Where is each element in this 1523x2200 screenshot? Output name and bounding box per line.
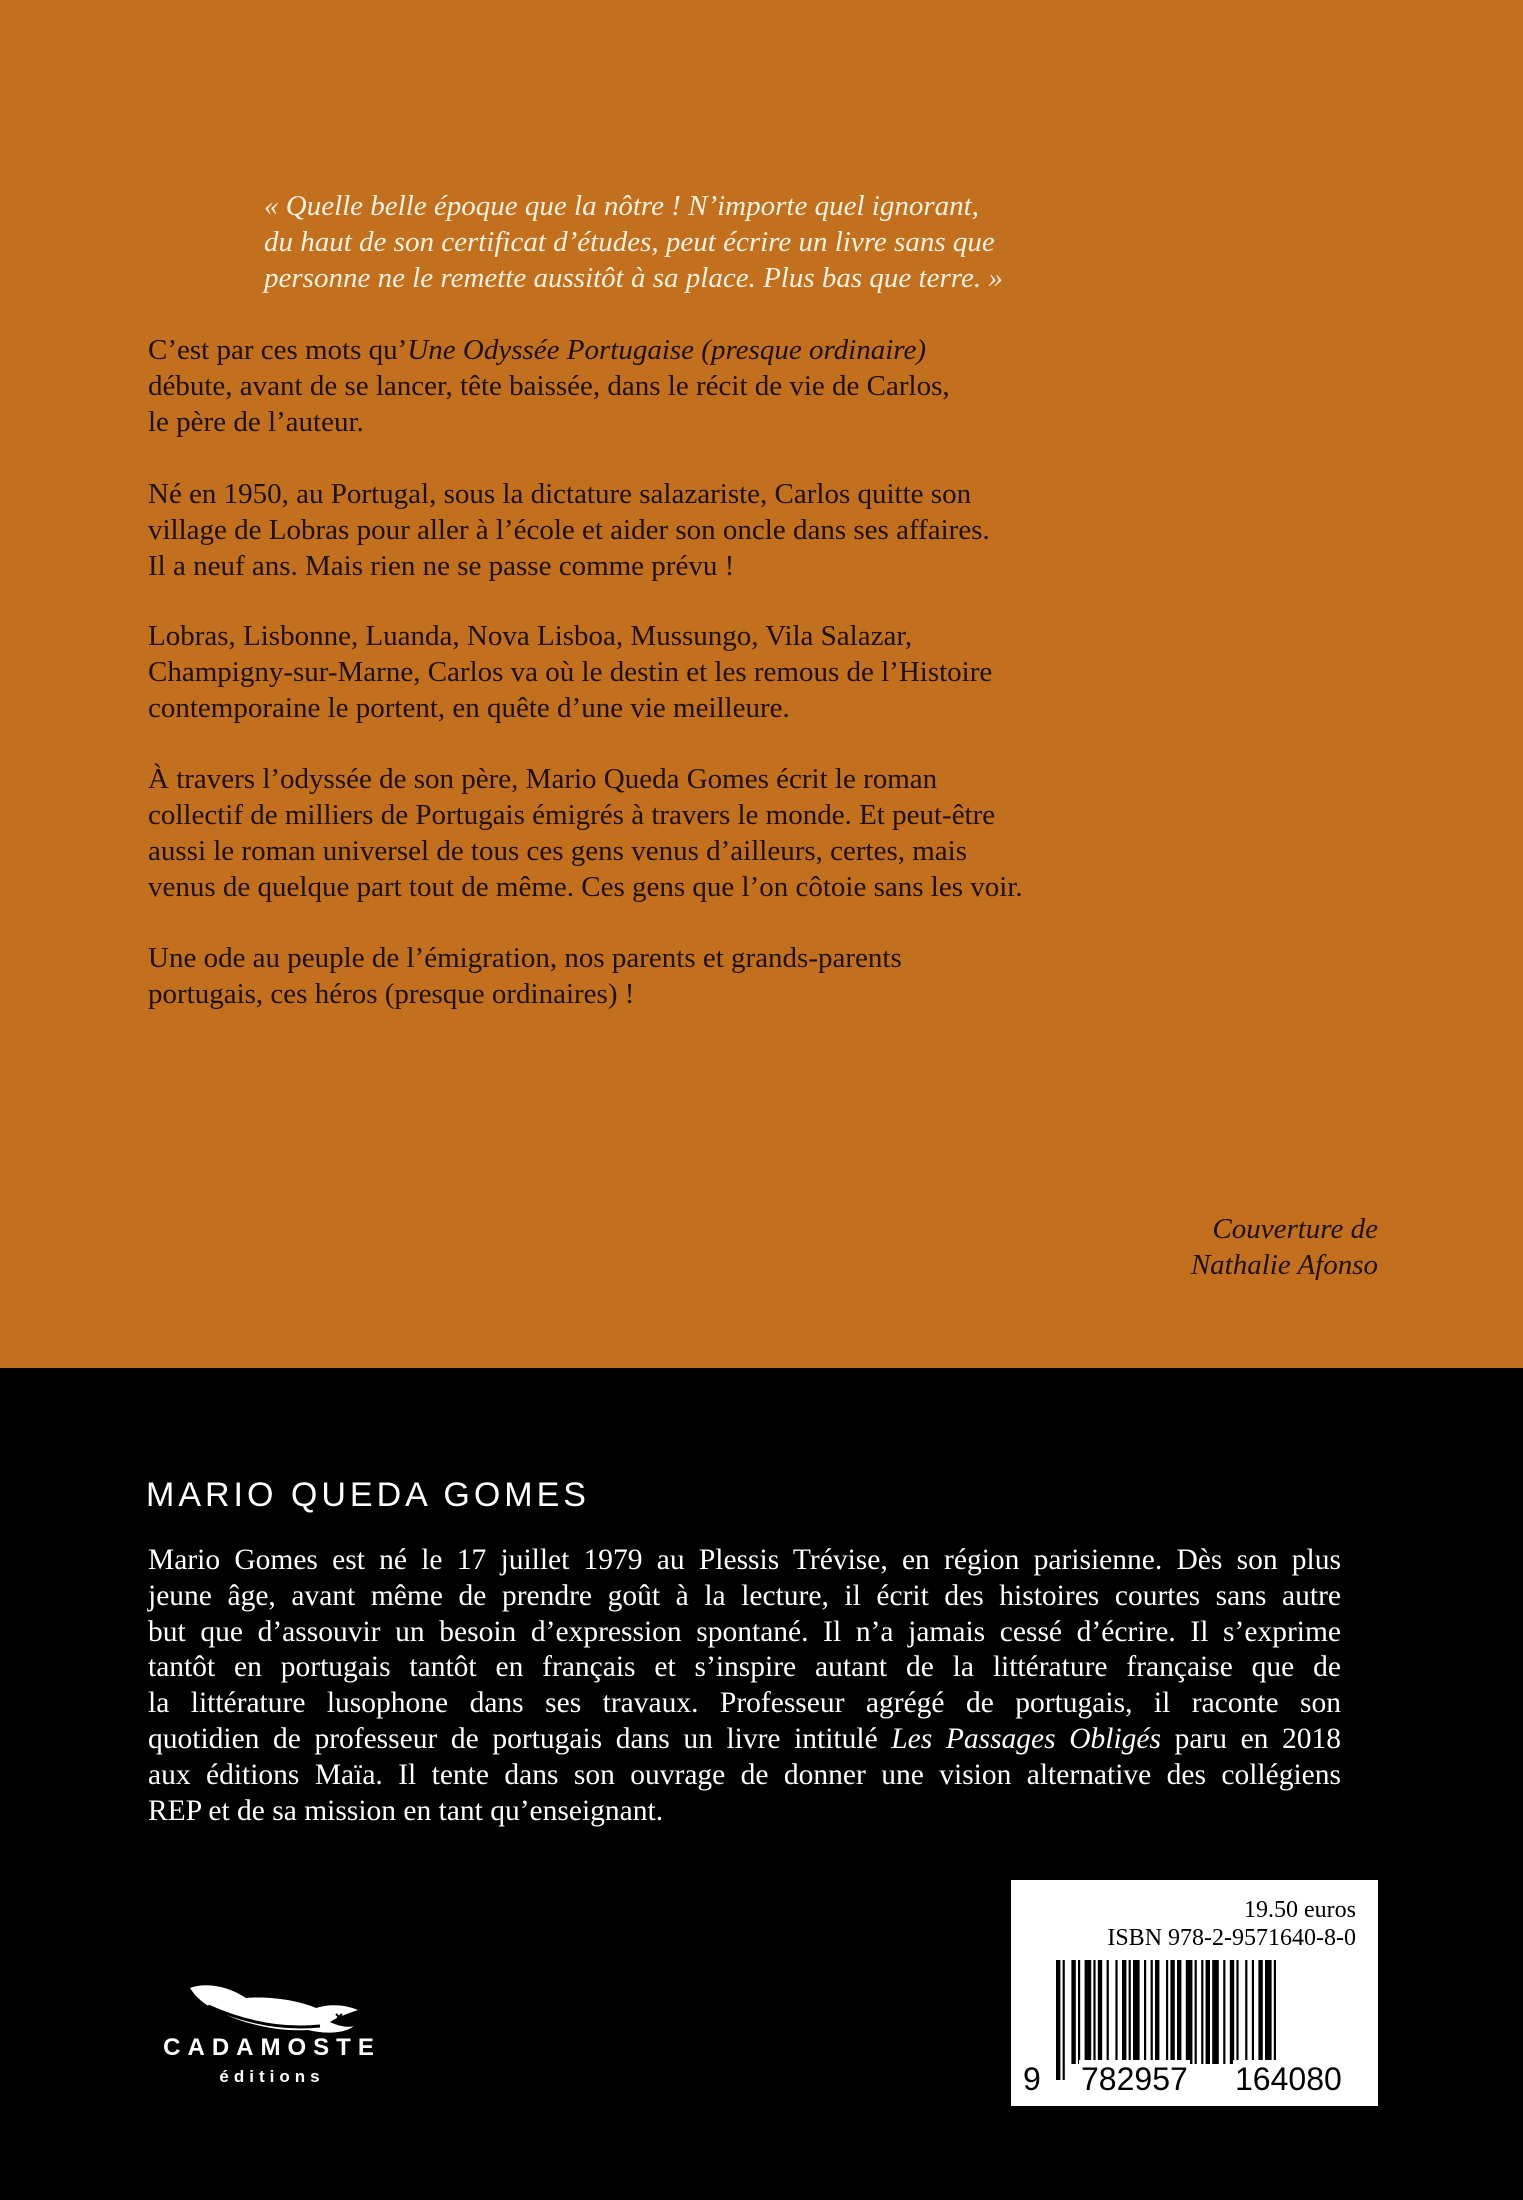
barcode-bar [1265,1960,1272,2064]
barcode-bar [1078,1960,1080,2064]
blurb-paragraph-ode [148,940,1148,1012]
barcode-bar [1115,1960,1117,2064]
barcode-bar [1252,1960,1254,2064]
book-title: Une Odyssée Portugaise (presque ordinaire) [407,334,927,366]
blurb-line: Lobras, Lisbonne, Luanda, Nova Lisboa, Mussungo, Vila Salazar, [148,620,913,652]
ean-left-digits: 782957 [1081,2061,1188,2097]
barcode-bar [1212,1960,1219,2064]
barcode-bar [1206,1960,1210,2064]
price: 19.50 euros [1244,1897,1356,1923]
barcode-bar [1223,1960,1225,2064]
epigraph-line: personne ne le remette aussitôt à sa place. Plus bas que terre. » [264,262,1003,294]
blurb-line: aussi le roman universel de tous ces gens venus d’ailleurs, certes, mais [148,835,968,867]
bio-line: aux éditions Maïa. Il tente dans son ouvrage de donner une vision alternative des collégiens [148,1758,1341,1791]
blurb-line: Champigny-sur-Marne, Carlos va où le destin et les remous de l’Histoire [148,656,993,688]
author-heading: MARIO QUEDA GOMES [146,1476,590,1514]
barcode-bar [1195,1960,1197,2064]
barcode-bar [1258,1960,1262,2064]
blurb-line: contemporaine le portent, en quête d’une vie meilleure. [148,692,790,724]
blurb-line: débute, avant de se lancer, tête baissée, dans le récit de vie de Carlos, [148,370,950,402]
ean-right-digits: 164080 [1235,2061,1342,2097]
barcode-bar [1155,1960,1159,2064]
barcode-bar [1170,1960,1174,2064]
epigraph-line: « Quelle belle époque que la nôtre ! N’importe quel ignorant, [264,190,979,222]
barcode-bar [1177,1960,1181,2064]
barcode-bar [1201,1960,1203,2064]
publisher-name: CADAMOSTE [163,2034,381,2061]
bio-line: REP et de sa mission en tant qu’enseignant. [148,1794,664,1827]
barcode-bar [1133,1960,1140,2064]
blurb-line: village de Lobras pour aller à l’école et aider son oncle dans ses affaires. [148,514,990,546]
blurb-line: portugais, ces héros (presque ordinaires) ! [148,978,635,1010]
bio-text: paru en 2018 [1160,1722,1341,1755]
blurb-paragraph-odyssey [148,761,1148,905]
isbn-number: ISBN 978-2-9571640-8-0 [1107,1925,1356,1951]
blurb-line [148,332,1148,368]
barcode-bar [1151,1960,1153,2064]
bio-text: quotidien de professeur de portugais dans un livre intitulé [148,1722,892,1755]
blurb-line: À travers l’odyssée de son père, Mario Queda Gomes écrit le roman [148,763,938,795]
blurb-line: Il a neuf ans. Mais rien ne se passe comme prévu ! [148,550,735,582]
barcode-bar [1098,1960,1102,2064]
cover-credit-illustrator: Nathalie Afonso [1190,1249,1378,1281]
bio-line: Mario Gomes est né le 17 juillet 1979 au Plessis Trévise, en région parisienne. Dès son plus [148,1544,1341,1576]
blurb-line: Une ode au peuple de l’émigration, nos parents et grands-parents [148,942,902,974]
cover-credit-line: Couverture de [1212,1213,1378,1245]
barcode-bar [1186,1960,1193,2064]
ean-first-digit: 9 [1023,2061,1041,2097]
ean-digits [1021,2060,1371,2098]
barcode-bar [1144,1960,1146,2064]
author-bio [148,1543,1341,1829]
publisher-subtitle: éditions [219,2067,325,2086]
bio-line: la littérature lusophone dans ses travaux. Professeur agrégé de portugais, il raconte son [148,1687,1341,1720]
barcode-bar [1085,1960,1092,2064]
blurb-line: le père de l’auteur. [148,406,364,438]
barcode-bar [1245,1960,1247,2064]
blurb-paragraph-places [148,618,1148,726]
barcode-bar [1129,1960,1131,2064]
barcode-label [1011,1880,1378,2106]
bio-line: tantôt en portugais tantôt en français et s’inspire autant de la littérature française que de [148,1651,1341,1684]
barcode-bar [1093,1960,1095,2064]
blurb-paragraph-intro [148,332,1148,440]
bio-line: but que d’assouvir un besoin d’expression spontané. Il n’a jamais cessé d’écrire. Il s’exprime [148,1615,1341,1648]
epigraph-quote [264,188,1164,296]
blurb-line: venus de quelque part tout de même. Ces gens que l’on côtoie sans les voir. [148,871,1023,903]
bio-line: jeune âge, avant même de prendre goût à la lecture, il écrit des histoires courtes sans autre [148,1579,1341,1612]
epigraph-line: du haut de son certificat d’études, peut écrire un livre sans que [264,226,995,258]
barcode-bar [1230,1960,1234,2064]
barcode-bar [1122,1960,1126,2064]
previous-book-title: Les Passages Obligés [891,1722,1161,1755]
blurb-text: C’est par ces mots qu’ [148,334,408,366]
barcode-bar [1236,1960,1238,2064]
cover-credit [1191,1211,1378,1283]
barcode-bar [1107,1960,1109,2064]
blurb-paragraph-birth [148,476,1148,584]
barcode-bar [1071,1960,1075,2064]
blurb-line: collectif de milliers de Portugais émigrés à travers le monde. Et peut-être [148,799,996,831]
blurb-line: Né en 1950, au Portugal, sous la dictature salazariste, Carlos quitte son [148,478,972,510]
bio-line [148,1722,1341,1758]
